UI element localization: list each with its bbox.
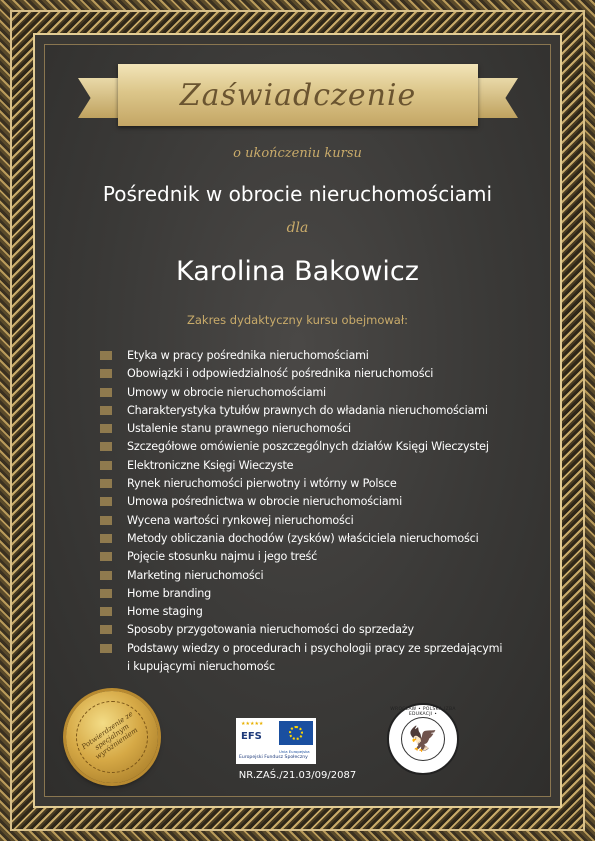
bullet-icon — [100, 607, 112, 616]
list-item — [100, 457, 550, 475]
efs-mark-icon — [239, 721, 275, 747]
list-item — [100, 512, 550, 530]
list-item — [100, 603, 550, 621]
scope-label: Zakres dydaktyczny kursu obejmował: — [186, 313, 408, 327]
bullet-icon — [100, 589, 112, 598]
topic-label: Pojęcie stosunku najmu i jego treść — [127, 550, 318, 564]
bullet-icon — [100, 479, 112, 488]
topic-label: Umowa pośrednictwa w obrocie nieruchomościami — [127, 495, 403, 509]
eu-stars-ring — [289, 726, 303, 740]
course-name: Pośrednik w obrocie nieruchomościami — [102, 182, 493, 206]
ribbon-body — [118, 64, 478, 126]
list-item — [100, 347, 550, 365]
eagle-emblem-icon: 🦅 — [408, 725, 438, 753]
seal-text: Potwierdzenie ze specjalnym wyróżnieniem — [80, 709, 140, 762]
topic-label: Szczegółowe omówienie poszczególnych działów Księgi Wieczystej — [127, 440, 489, 454]
list-item — [100, 621, 550, 639]
efs-letters: EFS — [241, 731, 262, 742]
bullet-icon — [100, 571, 112, 580]
registration-number: NR.ZAŚ./21.03/09/2087 — [238, 770, 357, 781]
efs-fund-name: Europejski Fundusz Społeczny — [239, 755, 308, 760]
for-label: dla — [286, 220, 309, 236]
bullet-icon — [100, 369, 112, 378]
bullet-icon — [100, 442, 112, 451]
bullet-icon — [100, 406, 112, 415]
list-item — [100, 585, 550, 603]
bullet-icon — [100, 625, 112, 634]
topic-list — [100, 347, 550, 677]
efs-logo — [236, 718, 316, 764]
list-item — [100, 640, 550, 659]
list-item — [100, 548, 550, 566]
topic-label: Sposoby przygotowania nieruchomości do sprzedaży — [127, 623, 414, 637]
recipient-name: Karolina Bakowicz — [176, 256, 419, 287]
topic-label: Wycena wartości rynkowej nieruchomości — [127, 513, 354, 527]
stars-icon: ★★★★★ — [241, 721, 264, 727]
bullet-icon — [100, 534, 112, 543]
certificate-subtitle: o ukończeniu kursu — [233, 146, 362, 161]
bullet-icon — [100, 644, 112, 653]
bullet-icon — [100, 461, 112, 470]
eu-caption: Unia Europejska — [279, 749, 310, 754]
bullet-icon — [100, 552, 112, 561]
topic-label: Etyka w pracy pośrednika nieruchomościami — [127, 349, 369, 362]
list-item — [100, 475, 550, 493]
topic-label: Obowiązki i odpowiedzialność pośrednika nieruchomości — [127, 367, 434, 381]
efs-logo-row — [239, 721, 313, 754]
list-item-continuation — [100, 658, 550, 677]
list-item — [100, 384, 550, 402]
topic-label: Metody obliczania dochodów (zysków) właściciela nieruchomości — [127, 531, 479, 545]
list-item — [100, 493, 550, 511]
list-item — [100, 365, 550, 383]
stamp-text: WROCŁAW • POLSKA IZBA EDUKACJI • — [390, 707, 456, 717]
stamp-inner — [401, 717, 445, 761]
eu-flag-icon — [279, 721, 313, 754]
certificate-title: Zaświadczenie — [179, 77, 417, 113]
topic-continuation-label: i kupującymi nieruchomośc — [127, 660, 275, 674]
title-ribbon — [118, 64, 478, 126]
bullet-icon — [100, 388, 112, 397]
list-item — [100, 530, 550, 548]
topic-label: Charakterystyka tytułów prawnych do władania nieruchomościami — [127, 403, 488, 417]
topic-label: Home staging — [127, 605, 203, 619]
list-item — [100, 402, 550, 420]
list-item — [100, 438, 550, 456]
topic-label: Marketing nieruchomości — [127, 568, 264, 582]
topic-label: Home branding — [127, 586, 212, 600]
list-item — [100, 420, 550, 438]
topic-label: Rynek nieruchomości pierwotny i wtórny w Polsce — [127, 477, 397, 491]
bullet-icon — [100, 351, 112, 360]
list-item — [100, 567, 550, 585]
topic-label: Elektroniczne Księgi Wieczyste — [127, 458, 294, 472]
topic-label: Umowy w obrocie nieruchomościami — [127, 385, 326, 399]
official-stamp — [387, 703, 459, 775]
bullet-icon — [100, 424, 112, 433]
bullet-icon — [100, 516, 112, 525]
topic-label: Ustalenie stanu prawnego nieruchomości — [127, 422, 351, 436]
bullet-icon — [100, 497, 112, 506]
topic-label: Podstawy wiedzy o procedurach i psychologii pracy ze sprzedającymi — [127, 641, 503, 655]
